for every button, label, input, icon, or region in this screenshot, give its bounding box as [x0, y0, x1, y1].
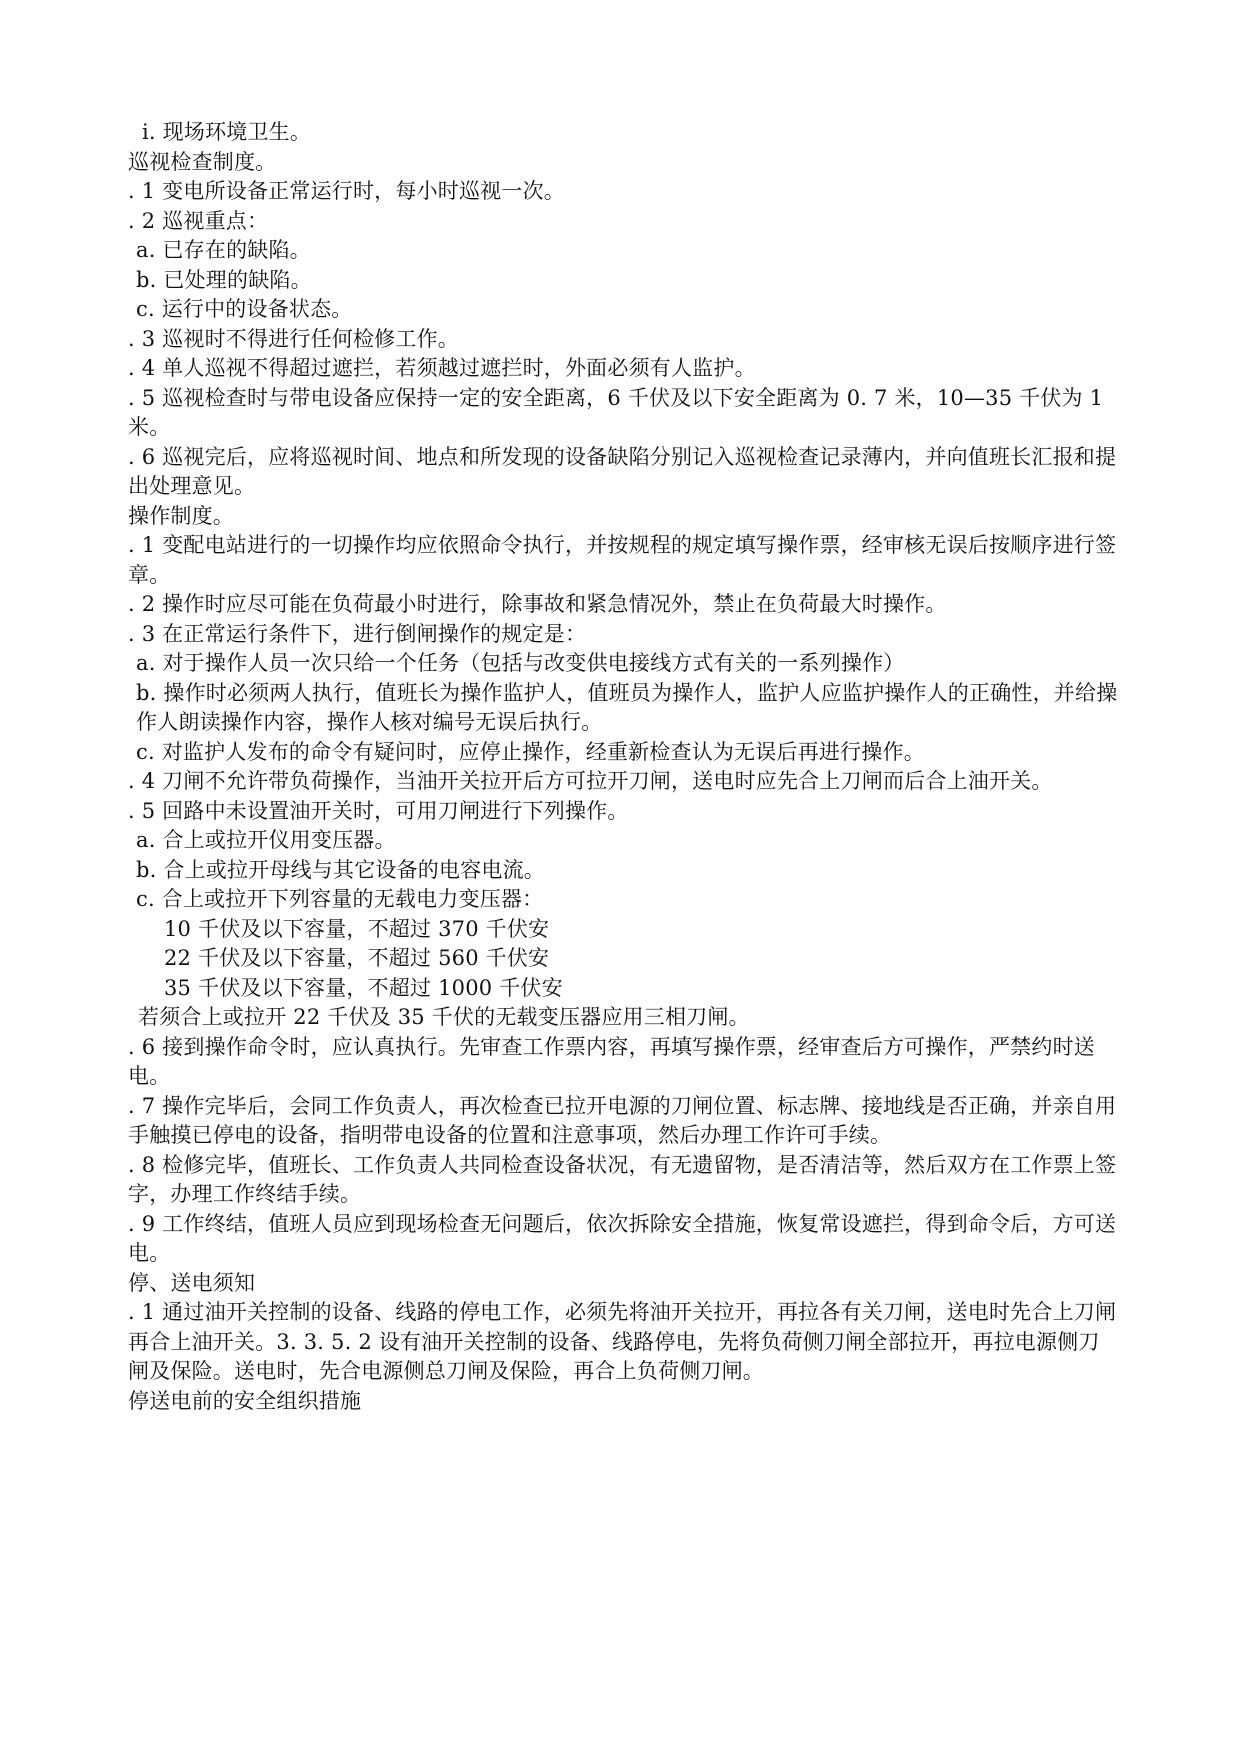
text-line: a. 对于操作人员一次只给一个任务（包括与改变供电接线方式有关的一系列操作） [136, 651, 905, 675]
text-line: . 3 在正常运行条件下，进行倒闸操作的规定是： [128, 621, 587, 646]
text-line: 若须合上或拉开 22 千伏及 35 千伏的无载变压器应用三相刀闸。 [138, 1005, 750, 1029]
text-line: 35 千伏及以下容量，不超过 1000 千伏安 [164, 975, 563, 1000]
text-line: 停、送电须知 [128, 1270, 256, 1295]
text-line: 10 千伏及以下容量，不超过 370 千伏安 [164, 916, 550, 941]
text-line: c. 合上或拉开下列容量的无载电力变压器： [136, 887, 544, 911]
text-line: b. 操作时必须两人执行，值班长为操作监护人，值班员为操作人，监护人应监护操作人的正确性，并给操作人朗读操作内容，操作人核对编号无误后执行。 [136, 680, 1118, 734]
text-line: . 5 回路中未设置油开关时，可用刀闸进行下列操作。 [128, 798, 629, 823]
text-line: . 5 巡视检查时与带电设备应保持一定的安全距离，6 千伏及以下安全距离为 0. 7 米，10—35 千伏为 1 米。 [128, 385, 1104, 439]
text-line: . 4 单人巡视不得超过遮拦，若须越过遮拦时，外面必须有人监护。 [128, 356, 756, 380]
text-line: . 1 通过油开关控制的设备、线路的停电工作，必须先将油开关拉开，再拉各有关刀闸，送电时先合上刀闸再合上油开关。3. 3. 5. 2 设有油开关控制的设备、线路停电，先将负荷侧刀闸全部拉开，再拉电源侧刀闸及保险。送电时，先合电源侧总刀闸及保险，再合上负荷侧刀闸。 [128, 1300, 1117, 1383]
text-line: . 2 操作时应尽可能在负荷最小时进行，除事故和紧急情况外，禁止在负荷最大时操作。 [128, 592, 947, 616]
text-line: b. 合上或拉开母线与其它设备的电容电流。 [136, 857, 545, 882]
text-line: . 6 接到操作命令时，应认真执行。先审查工作票内容，再填写操作票，经审查后方可操作，严禁约时送电。 [128, 1034, 1095, 1088]
text-line: . 9 工作终结，值班人员应到现场检查无问题后，依次拆除安全措施，恢复常设遮拦，得到命令后，方可送电。 [128, 1211, 1117, 1265]
text-line: . 2 巡视重点： [128, 208, 269, 233]
text-line: 停送电前的安全组织措施 [128, 1388, 362, 1413]
text-line: i. 现场环境卫生。 [142, 120, 312, 144]
text-line: a. 合上或拉开仪用变压器。 [136, 828, 396, 852]
text-line: . 1 变电所设备正常运行时，每小时巡视一次。 [128, 179, 565, 203]
text-line: . 3 巡视时不得进行任何检修工作。 [128, 326, 459, 351]
text-line: 操作制度。 [128, 503, 234, 528]
text-line: 22 千伏及以下容量，不超过 560 千伏安 [164, 946, 550, 970]
text-line: b. 已处理的缺陷。 [136, 267, 312, 292]
text-line: 巡视检查制度。 [128, 149, 277, 174]
text-line: . 8 检修完毕，值班长、工作负责人共同检查设备状况，有无遗留物，是否清洁等，然后双方在工作票上签字，办理工作终结手续。 [128, 1152, 1117, 1206]
text-line: a. 已存在的缺陷。 [136, 238, 311, 262]
document-body [128, 118, 1118, 1416]
text-line: . 4 刀闸不允许带负荷操作，当油开关拉开后方可拉开刀闸，送电时应先合上刀闸而后合上油开关。 [128, 769, 1053, 793]
text-line: . 6 巡视完后，应将巡视时间、地点和所发现的设备缺陷分别记入巡视检查记录薄内，并向值班长汇报和提出处理意见。 [128, 444, 1117, 498]
text-line: c. 对监护人发布的命令有疑问时，应停止操作，经重新检查认为无误后再进行操作。 [136, 739, 925, 764]
text-line: c. 运行中的设备状态。 [136, 297, 353, 321]
text-line: . 7 操作完毕后，会同工作负责人，再次检查已拉开电源的刀闸位置、标志牌、接地线是否正确，并亲自用手触摸已停电的设备，指明带电设备的位置和注意事项，然后办理工作许可手续。 [128, 1093, 1117, 1147]
text-line: . 1 变配电站进行的一切操作均应依照命令执行，并按规程的规定填写操作票，经审核无误后按顺序进行签章。 [128, 533, 1117, 587]
